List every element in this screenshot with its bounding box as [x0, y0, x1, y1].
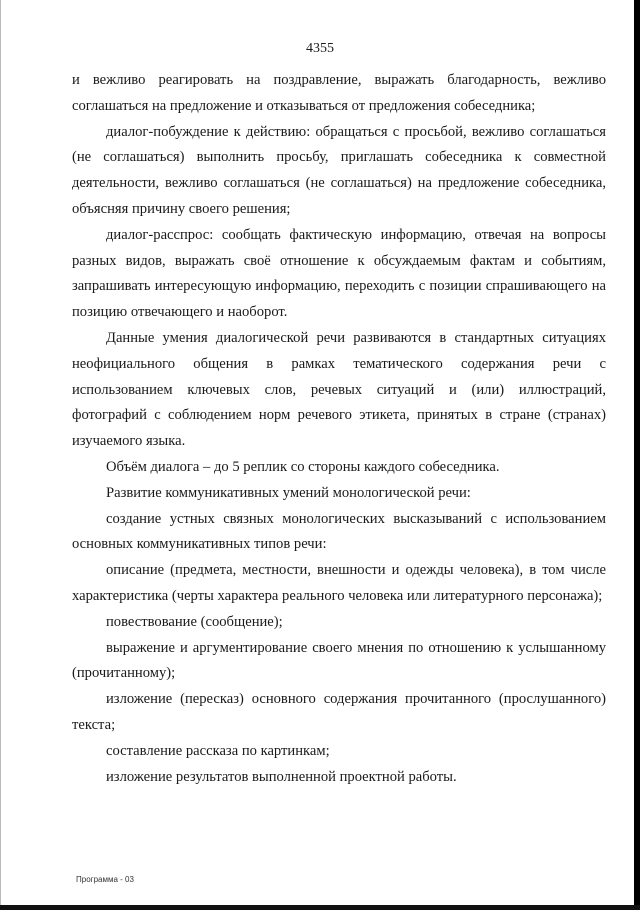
paragraph: Развитие коммуникативных умений монологической речи: [106, 484, 471, 501]
scan-edge-bottom [0, 905, 640, 910]
paragraph: описание (предмета, местности, внешности и одежды человека), в том числе характеристика (черты характера реального человека или литературного персонажа); [72, 562, 606, 604]
document-body [72, 68, 606, 790]
paragraph: и вежливо реагировать на поздравление, выражать благодарность, вежливо соглашаться на предложение и отказываться от предложения собеседника; [72, 72, 606, 114]
paragraph: Объём диалога – до 5 реплик со стороны каждого собеседника. [106, 458, 500, 475]
paragraph: диалог-побуждение к действию: обращаться с просьбой, вежливо соглашаться (не соглашаться) выполнить просьбу, приглашать собеседника к совместной деятельности, вежливо соглашаться (не соглашаться) на предложение собеседника, объясняя причину своего решения; [72, 123, 606, 217]
paragraph: повествование (сообщение); [106, 613, 283, 630]
page-number: 4355 [306, 41, 334, 56]
paragraph: выражение и аргументирование своего мнения по отношению к услышанному (прочитанному); [72, 639, 606, 682]
scan-edge-right [634, 0, 640, 910]
paragraph: диалог-расспрос: сообщать фактическую информацию, отвечая на вопросы разных видов, выражать своё отношение к обсуждаемым фактам и событиям, запрашивать интересующую информацию, переходить с позиции спрашивающего на позицию отвечающего и наоборот. [72, 226, 606, 321]
paragraph: составление рассказа по картинкам; [106, 742, 330, 759]
paragraph: Данные умения диалогической речи развиваются в стандартных ситуациях неофициального общения в рамках тематического содержания речи с использованием ключевых слов, речевых ситуаций и (или) иллюстраций, фотографий с соблюдением норм речевого этикета, принятых в стране (странах) изучаемого языка. [72, 329, 606, 450]
paragraph: изложение результатов выполненной проектной работы. [106, 768, 457, 785]
paragraph: создание устных связных монологических высказываний с использованием основных коммуникативных типов речи: [72, 510, 606, 553]
scan-edge-left [0, 0, 1, 910]
paragraph: изложение (пересказ) основного содержания прочитанного (прослушанного) текста; [72, 691, 606, 733]
footer-label: Программа - 03 [76, 875, 134, 884]
